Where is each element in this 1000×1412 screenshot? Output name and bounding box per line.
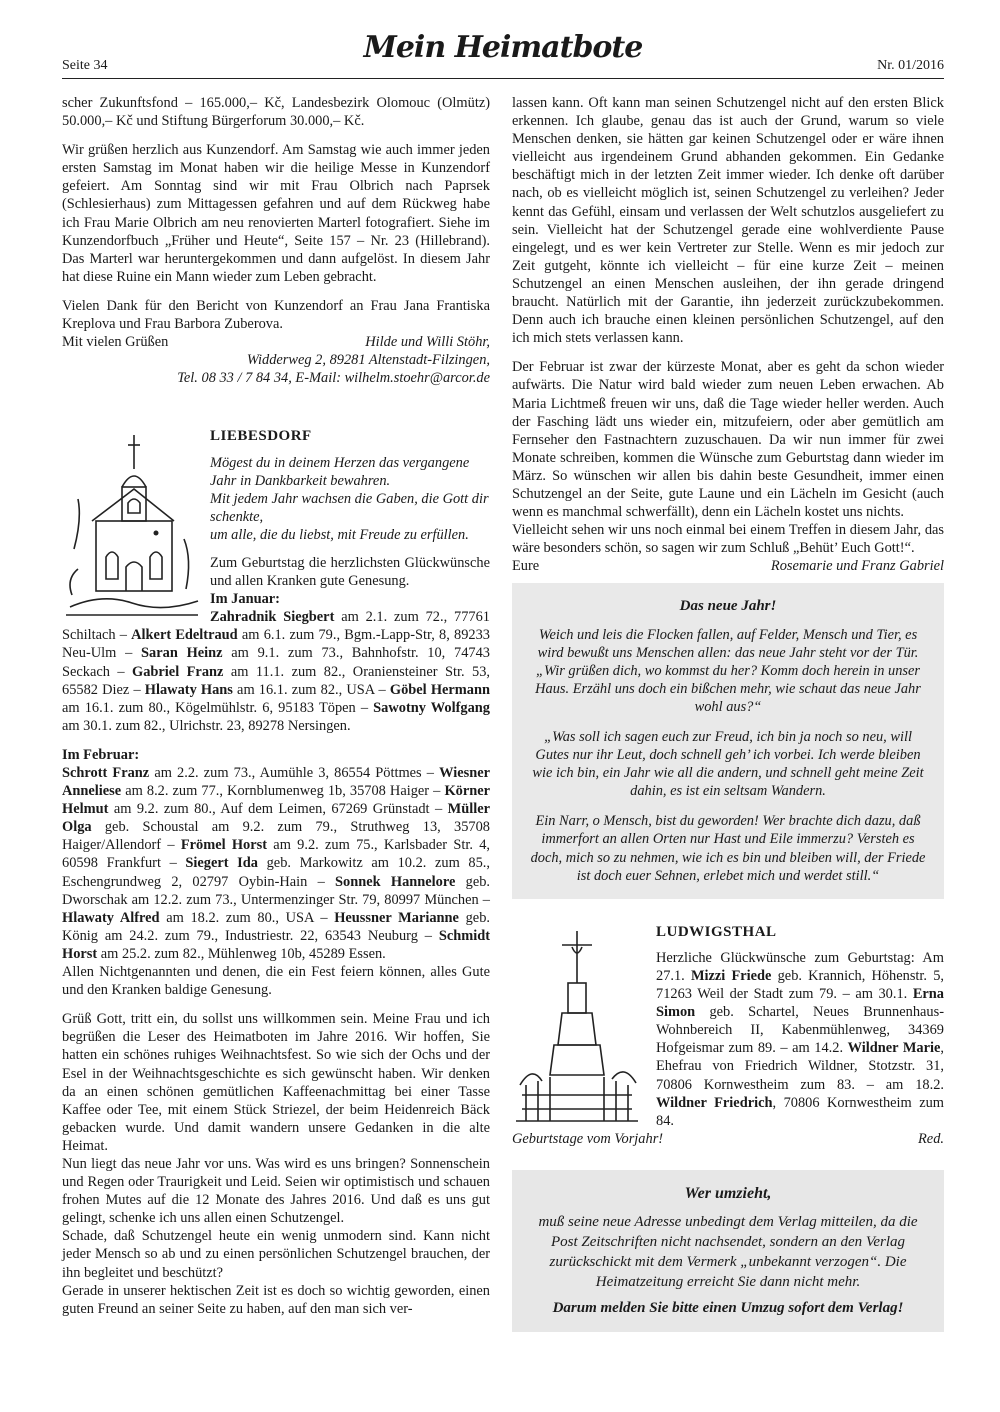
person-details: am 11.1. zum 82., Oraniensteiner Str. 53, 65582 Diez – [62,663,490,698]
person-name: Heussner Marianne [334,909,459,926]
section-title-liebesdorf: LIEBESDORF [210,428,312,445]
ludwigsthal-section [512,923,944,1148]
person-name: Zahradnik Siegbert [210,609,335,626]
poem-line: Mit jedem Jahr wachsen die Gaben, die Gott dir schenkte, [210,490,489,525]
person-details: am 2.1. zum 72., 77761 Schiltach – [62,609,491,644]
wayside-cross-drawing-icon [512,925,642,1125]
right-column [512,94,944,1332]
person-details: am 2.2. zum 73., Aumühle 3, 86554 Pöttmes – [149,765,440,781]
paragraph: Der Februar ist zwar der kürzeste Monat, aber es geht da schon wieder aufwärts. Die Natur wird bald wieder zum neuen Leben erwachen. Ab Maria Lichtmeß freuen wir uns, daß die Tage wieder heller werden. Auch der Fasching lädt uns wieder ein, mitzufeiern, oder aber gemütlich am Fernseher den Fastnachtern zuzuschauen. Da wir nun immer für zwei Monate schreiben, kommen die Wünsche zum Geburtstag dann wieder im März. So wünschen wir allen bis dahin beste Gesundheit, immer einen Schutzengel an der Seite, gute Laune und ein Lächeln im Gesicht (auch wenn es manchmal schwerfällt), denn ein Lächeln kostet uns nichts. [512,359,944,521]
header-rule [62,78,944,79]
person-details: geb. Schartel, Neues Brunnenhaus-Wohnbereich II, Kabenmühlenweg, 34369 Hofgeismar zum 89. – am 14.2. [656,1004,944,1057]
person-details: am 9.2. zum 75., Karlsbader Str. 4, 60598 Frankfurt – [62,837,490,872]
paragraph: Allen Nichtgenannten und denen, die ein Fest feiern können, alles Gute und den Kranken baldige Genesung. [62,964,490,999]
person-name: Mizzi Friede [690,967,772,984]
liebesdorf-section [62,427,490,735]
left-column [62,94,490,1318]
person-details: , Ehefrau von Friedrich Wildner, Stotzstr. 31, 70806 Kornwestheim zum 83. – am 18.2. [656,1040,945,1093]
person-name: Alkert Edeltraud [131,627,238,644]
person-name: Körner Helmut [62,783,490,818]
person-name: Siegert Ida [185,855,258,872]
paragraph: scher Zukunftsfond – 165.000,– Kč, Landesbezirk Olomouc (Olmütz) 50.000,– Kč und Stiftung Bürgerforum 30.000,– Kč. [62,95,490,130]
person-name: Schmidt Horst [62,927,490,962]
notice-body: muß seine neue Adresse unbedingt dem Verlag mitteilen, da die Post Zeitschriften nicht nachsendet, sondern an den Verlag zurückschickt mit dem Vermerk „unbekannt verzogen“. Die Heimatzeitung erreicht Sie dann nicht mehr. [538,1213,918,1290]
person-details: am 18.2. zum 80., USA – [159,909,335,926]
signature-row [512,557,944,575]
page-number: Seite 34 [62,58,108,73]
person-name: Sonnek Hannelore [335,873,456,890]
signature-address: Widderweg 2, 89281 Altenstadt-Filzingen, [246,352,490,369]
person-details: geb. Markowitz am 10.2. zum 85., Eschengrundweg 2, 02797 Oybin-Hain – [62,855,490,890]
paragraph: Schade, daß Schutzengel heute ein wenig unmodern sind. Kann nicht jeder Mensch so ab und zu einen persönlichen Schutzengel brauchen, der ihn begleitet und beschützt? [62,1228,490,1281]
person-name: Wildner Friedrich [656,1094,773,1111]
person-name: Saran Heinz [141,645,223,662]
relocation-notice-box [512,1170,944,1332]
person-details: , 70806 Kornwestheim zum 84. [656,1094,945,1129]
note-previous-year: Geburtstage vom Vorjahr! [512,1130,664,1147]
person-name: Göbel Hermann [389,681,490,698]
poem-stanza: Weich und leis die Flocken fallen, auf Felder, Mensch und Tier, es wird bewußt uns Menschen allen: das neue Jahr steht vor der Tür. „Wir grüßen dich, wo kommst du her? Komm doch herein in unser Haus. Erzähl uns doch ein bißchen mehr, wie schaut das neue Jahr wohl aus?“ [535,626,921,715]
church-drawing-icon [62,429,202,619]
poem-line: Mögest du in deinem Herzen das vergangene Jahr in Dankbarkeit bewahren. [210,454,470,489]
poem-line: um alle, die du liebst, mit Freude zu erfüllen. [210,526,469,543]
paragraph: Nun liegt das neue Jahr vor uns. Was wird es uns bringen? Sonnenschein und Regen oder Traurigkeit und Leid. Seien wir optimistisch und schauen frohen Mutes auf die 12 Monate des Jahres 2016. Und daß es uns gut gelingt, schenke ich uns allen einen Schutzengel. [62,1155,490,1227]
person-details: am 16.1. zum 80., Kögelmühlstr. 6, 95183 Töpen – [62,699,374,716]
poem-title: Das neue Jahr! [679,598,777,615]
poem-stanza: „Was soll ich sagen euch zur Freud, ich bin ja noch so neu, will Gutes nur ihr Leut, doch schnell geh’ ich vorbei. Ich werde bleiben wie ich bin, ein Jahr wie all die andern, und schnell geht meine Zeit dahin, es ist ein seltsam Wandern. [532,729,924,800]
person-details: am 6.1. zum 79., Bgm.-Lapp-Str, 8, 89233 Neu-Ulm – [62,627,490,662]
signature-names: Rosemarie und Franz Gabriel [770,558,944,575]
issue-number: Nr. 01/2016 [877,58,944,73]
editor-signature: Red. [918,1130,944,1147]
poem-box [512,583,944,898]
january-list [62,608,490,735]
february-list [62,764,490,963]
person-details: geb. Schoustal am 9.2. zum 79., Struthweg 13, 35708 Haiger/Allendorf – [62,819,490,854]
signature-greeting: Eure [512,558,540,575]
paragraph: Vielleicht sehen wir uns noch einmal bei einem Treffen in diesem Jahr, das wäre besonders schön, so sagen wir zum Schluß „Behüt’ Euch Gott!“. [512,522,944,557]
person-name: Müller Olga [62,801,490,836]
person-details: am 9.1. zum 73., Bahnhofstr. 10, 74743 Seckach – [62,645,490,680]
person-name: Sawotny Wolfgang [373,699,490,716]
person-name: Wiesner Anneliese [62,765,491,800]
paragraph: Vielen Dank für den Bericht von Kunzendorf an Frau Jana Frantiska Kreplova und Frau Barbora Zuberova. [62,297,490,333]
signature-row [62,333,490,351]
person-name: Frömel Horst [180,837,268,854]
person-details: geb. Krannich, Höhenstr. 5, 71263 Weil der Stadt zum 79. – am 30.1. [656,967,944,1003]
month-title-february: Im Februar: [62,746,140,763]
signature-greeting: Mit vielen Grüßen [62,334,169,351]
person-details: am 9.2. zum 80., Auf dem Leimen, 67269 Grünstadt – [108,801,448,818]
person-name: Wildner Marie [847,1040,941,1057]
page-header [62,30,944,76]
person-name: Erna Simon [656,986,944,1021]
notice-final: Darum melden Sie bitte einen Umzug sofort dem Verlag! [552,1299,904,1316]
person-details: geb. König am 24.2. zum 79., Industriestr. 22, 63543 Neuburg – [62,909,490,944]
person-details: am 25.2. zum 82., Mühlenweg 10b, 45289 Essen. [97,945,386,962]
person-name: Gabriel Franz [132,663,224,680]
month-title-january: Im Januar: [210,591,280,608]
signature-names: Hilde und Willi Stöhr, [365,334,490,351]
birthday-intro: Herzliche Glückwünsche zum Geburtstag: Am 27.1. [656,949,944,984]
person-details: am 30.1. zum 82., Ulrichstr. 23, 89278 Nersingen. [62,717,351,734]
person-name: Hlawaty Hans [144,681,233,698]
person-details: am 8.2. zum 77., Kornblumenweg 1b, 35708 Haiger – [121,783,445,800]
birthday-intro: Zum Geburtstag die herzlichsten Glückwünsche und allen Kranken gute Genesung. [210,554,490,590]
paragraph: Gerade in unserer hektischen Zeit ist es doch so wichtig geworden, einen guten Freund an seiner Seite zu haben, auf den man sich ver- [62,1282,490,1317]
poem-stanza: Ein Narr, o Mensch, bist du geworden! Wer brachte dich dazu, daß immerfort an allen Orten nur Hast und Eile immerzu? Versteh es doch, mich so zu nehmen, wie ich es bin und bleiben will, der Friede ist doch euer Sehnen, erlebet mich und werdet still.“ [530,813,926,884]
section-title-ludwigsthal: LUDWIGSTHAL [656,923,777,940]
person-name: Hlawaty Alfred [62,909,160,926]
paragraph: Wir grüßen herzlich aus Kunzendorf. Am Samstag wie auch immer jeden ersten Samstag im Monat haben wir die heilige Messe in Kunzendorf gefeiert. Am Sonntag sind wir mit Frau Olbrich nach Paprsek (Schlesierhaus) zum Mittagessen gefahren und auf dem Rückweg habe ich Frau Marie Olbrich am neu renovierten Marterl fotografiert. Siehe im Kunzendorfbuch „Früher und Heute“, Seite 157 – Nr. 23 (Hillebrand). Das Marterl war heruntergekommen und dann aufgelöst. In diesem Jahr hat diese Ruine ein Mann wieder zum Leben gebracht. [62,142,490,285]
signature-contact: Tel. 08 33 / 7 84 34, E-Mail: wilhelm.stoehr@arcor.de [177,370,490,387]
person-details: geb. Dworschak am 12.2. zum 73., Untermenzinger Str. 79, 80997 München – [62,873,490,908]
person-details: am 16.1. zum 82., USA – [232,681,390,698]
person-name: Schrott Franz [62,765,150,781]
masthead-title: Mein Heimatbote [363,30,643,65]
signature-row [512,1130,944,1148]
notice-title: Wer umzieht, [684,1184,772,1202]
paragraph: Grüß Gott, tritt ein, du sollst uns willkommen sein. Meine Frau und ich begrüßen die Leser des Heimatboten im Jahre 2016. Wir hoffen, Sie hatten ein schönes ruhiges Weihnachtsfest. So wie sich der Ochs und der Esel in der Weihnachtsgeschichte es sich gewünscht haben. Wir denken da an einen schönen gemütlichen Kaffeenachmittag bei einer Tasse Kaffee oder Tee, mit einem Stück Striezel, der beim Heidenreich Bäck gebacken wurde. Und damit wandern unsere Gedanken in die alte Heimat. [62,1011,490,1154]
paragraph: lassen kann. Oft kann man seinen Schutzengel nicht auf den ersten Blick erkennen. Ich glaube, genau das ist auch der Grund, warum so viele Menschen denken, sie hätten gar keinen Schutzengel oder er wäre ihnen vielleicht aus irgendeinem Grund abhanden gekommen. Ein Gedanke beschäftigt mich in der letzten Zeit immer wieder. Ich denke oft darüber nach, ob es vielleicht möglich ist, seinen Schutzengel zu verleihen? Jeder kennt das Gefühl, einsam und verlassen der Welt schutzlos ausgeliefert zu sein. Vielleicht hat der Schutzengel gerade eine wohlverdiente Pause eingelegt, und es wer kein Vertreter zur Stelle. Wenn es mir jedoch zur Zeit gutgeht, könnte ich vielleicht – für eine kurze Zeit – meinen Schutzengel an einen Menschen ausleihen, der ihn gerade dringend braucht. Natürlich mit der Garantie, ihn jederzeit zurückzubekommen. Denn auch ich brauche einen kleinen persönlichen Schutzengel, auf den ich mich stets verlassen kann. [512,95,944,347]
